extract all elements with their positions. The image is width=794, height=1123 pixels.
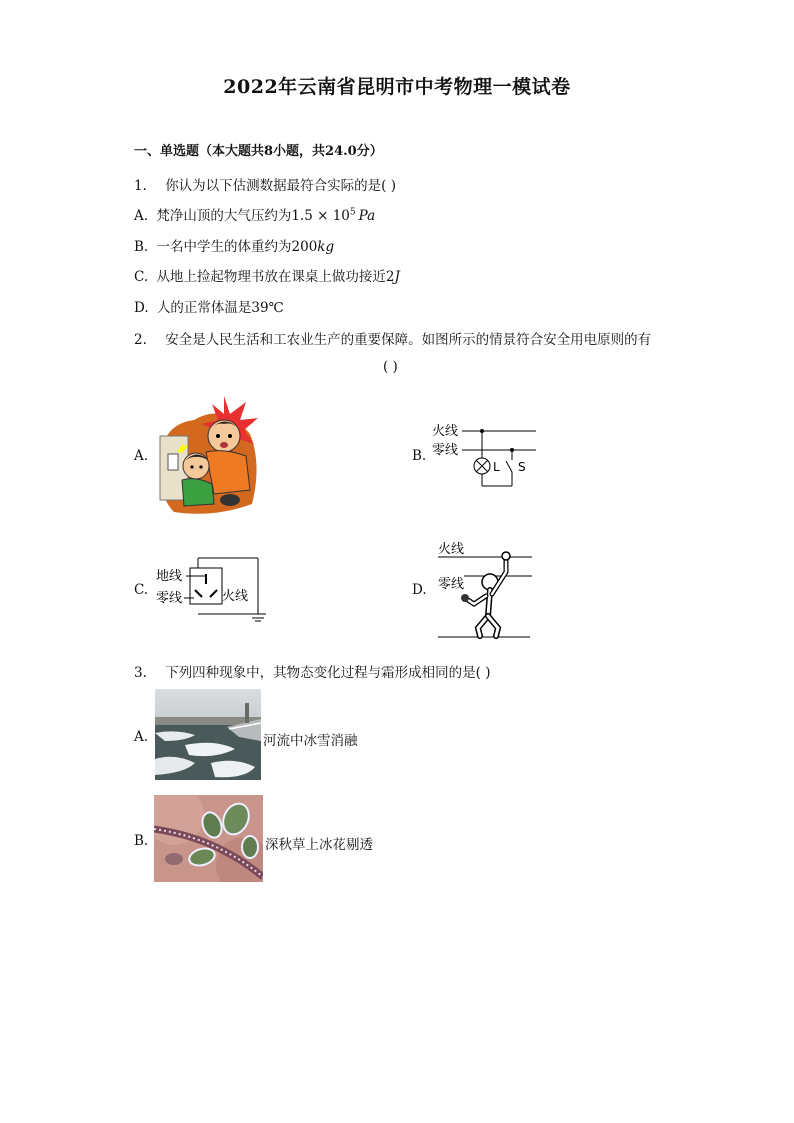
fire-wire-label: 火线 xyxy=(438,542,465,557)
option-1b xyxy=(134,235,334,255)
option-2a-label: A. xyxy=(134,448,149,464)
question-stem: 安全是人民生活和工农业生产的重要保障。如图所示的情景符合安全用电原则的有 xyxy=(165,332,652,348)
question-number: 2. xyxy=(134,332,147,348)
fire-wire-label: 火线 xyxy=(432,424,459,439)
question-stem: 你认为以下估测数据最符合实际的是( ) xyxy=(165,178,397,194)
option-label: D. xyxy=(134,300,149,316)
option-2c-diagram xyxy=(154,556,270,628)
option-label: C. xyxy=(134,269,149,285)
option-3a-label: A. xyxy=(134,729,149,745)
option-1d xyxy=(134,296,284,316)
question-2 xyxy=(134,328,651,348)
answer-paren: ( ) xyxy=(383,359,398,375)
fire-wire-label: 火线 xyxy=(222,589,249,604)
option-2b-diagram xyxy=(432,420,542,492)
option-text: 从地上捡起物理书放在课桌上做功接近2 xyxy=(156,269,395,285)
switch-label: S xyxy=(518,460,526,474)
question-3 xyxy=(134,661,491,681)
question-stem: 下列四种现象中，其物态变化过程与霜形成相同的是( ) xyxy=(165,665,491,681)
option-3a-text: 河流中冰雪消融 xyxy=(263,733,358,749)
lamp-label: L xyxy=(493,460,500,474)
option-3b-text: 深秋草上冰花剔透 xyxy=(265,837,373,853)
neutral-wire-label: 零线 xyxy=(438,577,465,592)
option-text: 人的正常体温是39℃ xyxy=(156,300,284,316)
option-unit: Pa xyxy=(358,208,376,224)
option-2d-label: D. xyxy=(412,582,427,598)
option-1a xyxy=(134,204,375,224)
question-number: 3. xyxy=(134,665,147,681)
option-exponent: 5 xyxy=(349,207,356,218)
question-1 xyxy=(134,174,396,194)
option-unit: J xyxy=(394,269,400,285)
option-text: 梵净山顶的大气压约为1.5 × 10 xyxy=(156,208,350,224)
page-title: 2022年云南省昆明市中考物理一模试卷 xyxy=(223,76,571,98)
option-2d-diagram xyxy=(434,538,534,642)
option-label: A. xyxy=(134,208,149,224)
option-label: B. xyxy=(134,239,149,255)
option-3a-photo xyxy=(155,689,261,780)
option-2a-image xyxy=(154,394,260,518)
option-2b-label: B. xyxy=(412,448,427,464)
neutral-wire-label: 零线 xyxy=(432,443,459,458)
section-heading: 一、单选题（本大题共8小题，共24.0分） xyxy=(134,144,383,159)
option-text: 一名中学生的体重约为200 xyxy=(156,239,318,255)
option-3b-label: B. xyxy=(134,833,149,849)
neutral-wire-label: 零线 xyxy=(156,591,183,606)
question-number: 1. xyxy=(134,178,147,194)
ground-wire-label: 地线 xyxy=(156,569,183,584)
option-3b-photo xyxy=(154,795,263,882)
option-1c xyxy=(134,265,400,285)
option-unit: kg xyxy=(317,239,335,255)
option-2c-label: C. xyxy=(134,582,149,598)
